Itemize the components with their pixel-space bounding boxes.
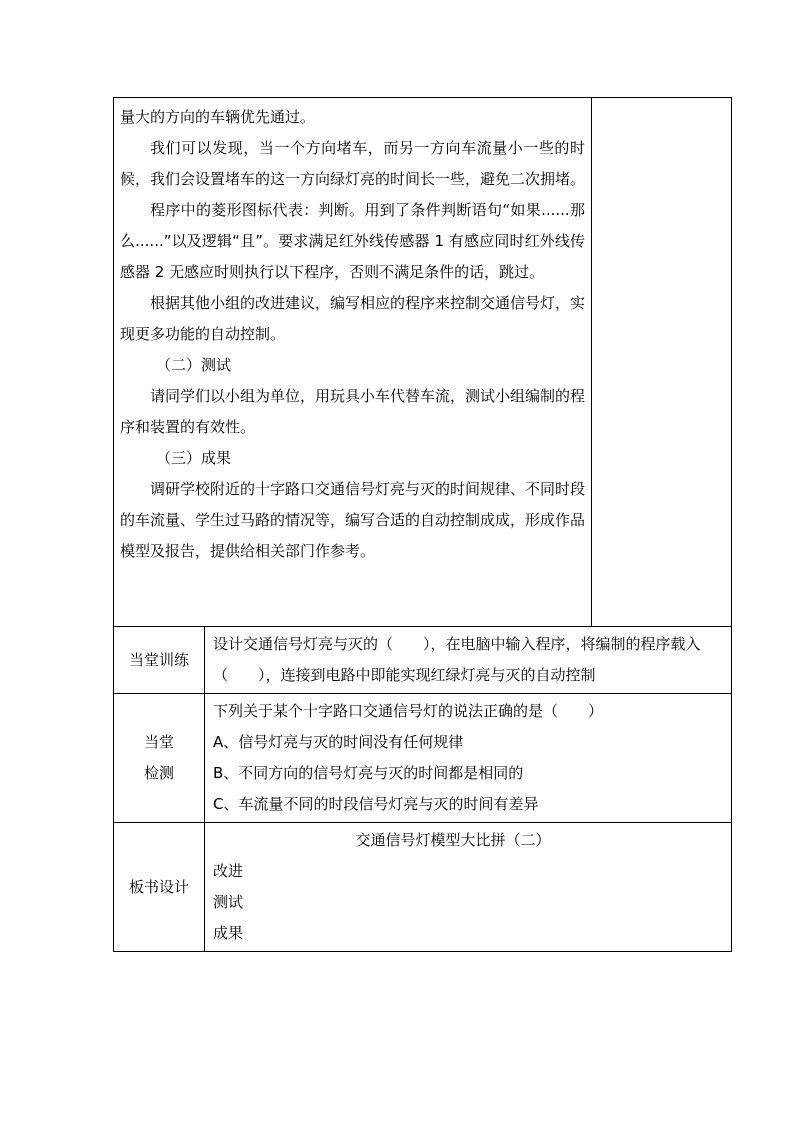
paragraph-priority: 量大的方向的车辆优先通过。 [120, 108, 316, 126]
heading-test: （二）测试 [156, 356, 232, 374]
check-label-line2: 检测 [143, 764, 174, 782]
side-notes-cell [592, 98, 732, 627]
board-content [205, 823, 732, 952]
training-label: 当堂训练 [114, 627, 205, 694]
check-question: 下列关于某个十字路口交通信号灯的说法正确的是（ ） [213, 702, 604, 720]
board-item-test: 测试 [213, 893, 244, 911]
paragraph-test: 请同学们以小组为单位，用玩具小车代替车流，测试小组编制的程序和装置的有效性。 [120, 387, 586, 436]
content-cell [114, 98, 592, 627]
training-text: 设计交通信号灯亮与灭的（ ），在电脑中输入程序，将编制的程序载入（ ），连接到电路中即能实现红绿灯亮与灭的自动控制 [213, 635, 701, 684]
board-row [114, 823, 732, 952]
content-row [114, 98, 732, 627]
board-item-improve: 改进 [213, 862, 244, 880]
paragraph-improvement: 根据其他小组的改进建议，编写相应的程序来控制交通信号灯，实现更多功能的自动控制。 [120, 294, 586, 343]
check-label-line1: 当堂 [143, 733, 174, 751]
board-label: 板书设计 [114, 823, 205, 952]
check-option-a: A、信号灯亮与灭的时间没有任何规律 [213, 733, 464, 751]
lesson-plan-table [113, 97, 732, 952]
paragraph-congestion: 我们可以发现，当一个方向堵车，而另一方向车流量小一些的时候，我们会设置堵车的这一方向绿灯亮的时间长一些，避免二次拥堵。 [120, 139, 586, 188]
heading-result: （三）成果 [156, 449, 232, 467]
check-label [114, 694, 205, 823]
training-content [205, 627, 732, 694]
paragraph-diamond-icon: 程序中的菱形图标代表：判断。用到了条件判断语句“如果......那么......”以及逻辑“且”。要求满足红外线传感器 1 有感应同时红外线传感器 2 无感应时则执行以下程序，否则不满足条件的话，跳过。 [120, 201, 585, 281]
check-row [114, 694, 732, 823]
check-option-c: C、车流量不同的时段信号灯亮与灭的时间有差异 [213, 795, 539, 813]
paragraph-result: 调研学校附近的十字路口交通信号灯亮与灭的时间规律、不同时段的车流量、学生过马路的情况等，编写合适的自动控制成成，形成作品模型及报告，提供给相关部门作参考。 [120, 480, 586, 560]
board-title: 交通信号灯模型大比拼（二） [355, 831, 551, 849]
check-content [205, 694, 732, 823]
check-option-b: B、不同方向的信号灯亮与灭的时间都是相同的 [213, 764, 524, 782]
training-row [114, 627, 732, 694]
board-item-result: 成果 [213, 924, 244, 942]
